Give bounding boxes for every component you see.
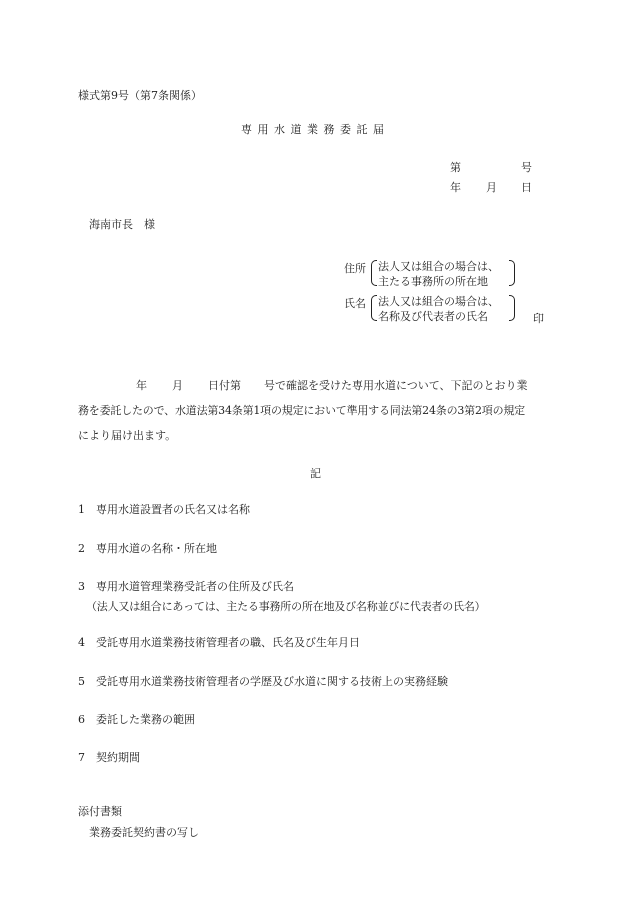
body-line-1 bbox=[78, 373, 556, 398]
number-prefix: 第 bbox=[450, 161, 461, 174]
name-bracket-left bbox=[371, 295, 377, 321]
item-4: 4 受託専用水道業務技術管理者の職、氏名及び生年月日 bbox=[78, 636, 360, 649]
date-day-label: 日 bbox=[521, 181, 532, 194]
date-year-label: 年 bbox=[450, 181, 461, 194]
body-line-2: 務を委託したので、水道法第34条第1項の規定において準用する同法第24条の3第2項の規定 bbox=[78, 404, 525, 417]
item-2: 2 専用水道の名称・所在地 bbox=[78, 542, 217, 555]
attachment-item: 業務委託契約書の写し bbox=[89, 826, 199, 839]
item-5: 5 受託専用水道業務技術管理者の学歴及び水道に関する技術上の実務経験 bbox=[78, 675, 448, 688]
body-day-number-label: 日付第 bbox=[208, 379, 241, 392]
name-bracket-right bbox=[509, 295, 515, 321]
address-bracket-right bbox=[509, 260, 515, 286]
date-month-label: 月 bbox=[486, 181, 497, 194]
name-note-line2: 名称及び代表者の氏名 bbox=[378, 310, 488, 323]
name-label: 氏名 bbox=[344, 297, 366, 310]
ki-heading: 記 bbox=[310, 467, 321, 480]
address-label: 住所 bbox=[344, 262, 366, 275]
address-note-line2: 主たる事務所の所在地 bbox=[378, 275, 488, 288]
address-note-line1: 法人又は組合の場合は、 bbox=[378, 260, 499, 273]
number-suffix: 号 bbox=[521, 161, 532, 174]
item-7: 7 契約期間 bbox=[78, 751, 140, 764]
item-1: 1 専用水道設置者の氏名又は名称 bbox=[78, 503, 250, 516]
form-label: 様式第9号（第7条関係） bbox=[78, 89, 202, 102]
address-bracket-left bbox=[371, 260, 377, 286]
body-year-label: 年 bbox=[136, 379, 147, 392]
body-text-1: 号で確認を受けた専用水道について、下記のとおり業 bbox=[264, 379, 528, 392]
addressee: 海南市長 様 bbox=[89, 218, 155, 231]
item-3: 3 専用水道管理業務受託者の住所及び氏名 bbox=[78, 580, 294, 593]
body-paragraph bbox=[78, 373, 556, 448]
item-6: 6 委託した業務の範囲 bbox=[78, 713, 195, 726]
name-note-line1: 法人又は組合の場合は、 bbox=[378, 295, 499, 308]
body-month-label: 月 bbox=[172, 379, 183, 392]
body-line-3: により届け出ます。 bbox=[78, 429, 177, 442]
page-title: 専用水道業務委託届 bbox=[241, 123, 390, 136]
seal-mark: 印 bbox=[533, 312, 544, 325]
attachments-heading: 添付書類 bbox=[78, 805, 122, 818]
address-note bbox=[378, 259, 499, 289]
item-3-note: （法人又は組合にあっては、主たる事務所の所在地及び名称並びに代表者の氏名） bbox=[86, 600, 486, 613]
name-note bbox=[378, 294, 499, 324]
